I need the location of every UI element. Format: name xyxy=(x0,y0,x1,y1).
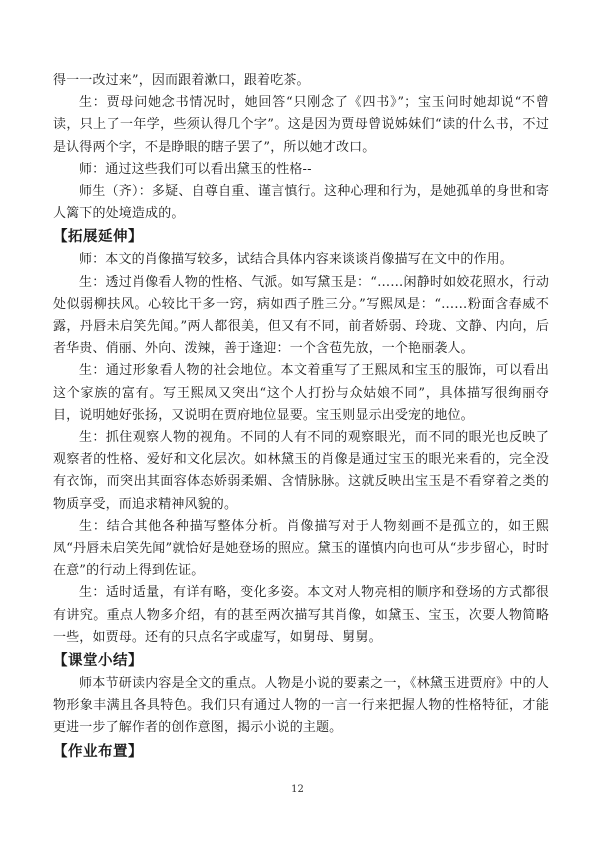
section-heading-summary: 【课堂小结】 xyxy=(53,653,143,670)
paragraph-student-perspective: 生：抓住观察人物的视角。不同的人有不同的观察眼光，而不同的眼光也反映了观察者的性格、爱好和文化层次。如林黛玉的肖像是通过宝玉的眼光来看的，完全没有衣饰，而突出其面容体态娇弱柔媚、含情脉脉。这就反映出宝玉是不看穿着之类的物质享受，而追求精神风貌的。 xyxy=(53,430,549,512)
paragraph-student-variation: 生：适时适量，有详有略，变化多姿。本文对人物亮相的顺序和登场的方式都很有讲究。重点人物多介绍，有的甚至两次描写其肖像，如黛玉、宝玉，次要人物简略一些，如贾母。还有的只点名字或虚写，如舅母、舅舅。 xyxy=(53,585,549,645)
page-body xyxy=(53,70,549,764)
section-heading-homework: 【作业布置】 xyxy=(53,743,143,760)
paragraph-student-social-status: 生：通过形象看人物的社会地位。本文着重写了王熙凤和宝玉的服饰，可以看出这个家族的富有。写王熙凤又突出“这个人打扮与众姑娘不同”，具体描写很绚丽夺目，说明她好张扬，又说明在贾府地位显要。宝玉则显示出受宠的地位。 xyxy=(53,363,549,423)
paragraph-teacher-prompt: 师：通过这些我们可以看出黛玉的性格-- xyxy=(79,161,312,177)
paragraph-continuation: 得一一改过来”，因而跟着漱口，跟着吃茶。 xyxy=(53,73,310,88)
paragraph-student-personality: 生：透过肖像看人物的性格、气派。如写黛玉是：“……闲静时如姣花照水，行动处似弱柳扶风。心较比干多一窍，病如西子胜三分。”写熙凤是：“……粉面含春威不露，丹唇未启笑先闻。”两人都很美，但又有不同，前者娇弱、玲珑、文静、内向，后者华贵、俏丽、外向、泼辣，善于逢迎：一个含苞先放，一个艳丽袭人。 xyxy=(53,274,549,357)
paragraph-student-holistic: 生：结合其他各种描写整体分析。肖像描写对于人物刻画不是孤立的，如王熙凤“丹唇未启笑先闻”就恰好是她登场的照应。黛玉的谨慎内向也可从“步步留心，时时在意”的行动上得到佐证。 xyxy=(53,518,549,579)
paragraph-summary: 师本节研读内容是全文的重点。人物是小说的要素之一，《林黛玉进贾府》中的人物形象丰满且各具特色。我们只有通过人物的一言一行来把握人物的性格特征，才能更进一步了解作者的创作意图，揭示小说的主题。 xyxy=(53,676,549,736)
paragraph-teacher-question-portrait: 师：本文的肖像描写较多，试结合具体内容来谈谈肖像描写在文中的作用。 xyxy=(79,252,513,268)
page-number: 12 xyxy=(291,784,304,795)
paragraph-student-answer-reading: 生：贾母问她念书情况时，她回答“只刚念了《四书》”；宝玉问时她却说“不曾读，只上了一年学，些须认得几个字”。这是因为贾母曾说姊妹们“读的什么书，不过是认得两个字，不是睁眼的瞎子罢了”，所以她才改口。 xyxy=(53,95,549,155)
section-heading-extension: 【拓展延伸】 xyxy=(53,229,143,246)
paragraph-class-answer: 师生（齐）：多疑、自尊自重、谨言慎行。这种心理和行为，是她孤单的身世和寄人篱下的处境造成的。 xyxy=(53,184,549,222)
